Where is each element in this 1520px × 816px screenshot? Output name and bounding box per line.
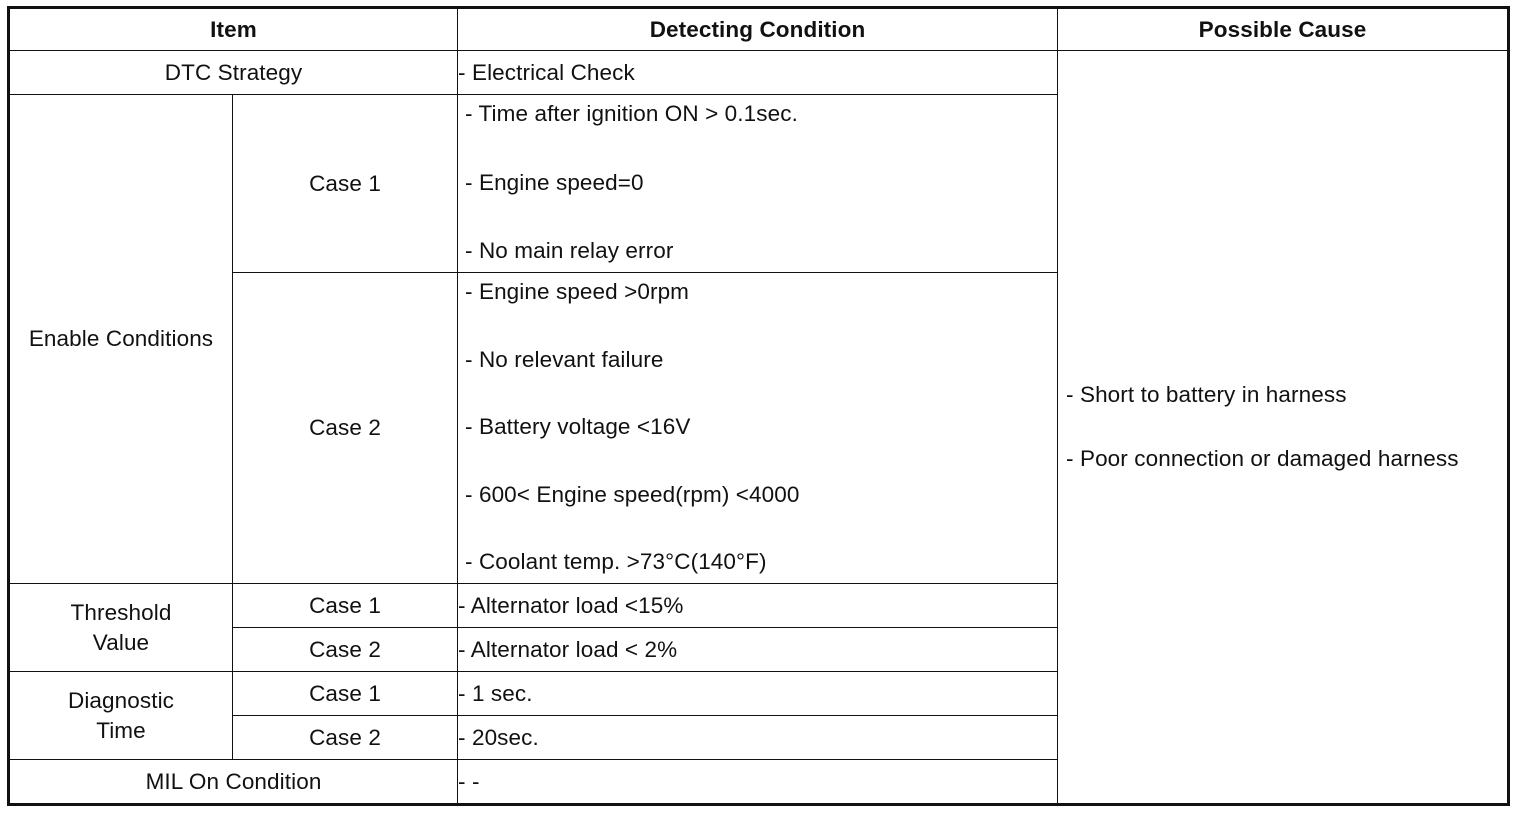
threshold-case2-label: Case 2 [233, 628, 458, 672]
diagnostic-label-line: Time [96, 717, 146, 743]
header-item: Item [9, 8, 458, 51]
threshold-case1-condition: - Alternator load <15% [458, 584, 1058, 628]
header-row [9, 8, 1509, 51]
dtc-strategy-label: DTC Strategy [9, 51, 458, 95]
possible-cause-cell [1058, 51, 1509, 805]
threshold-label-line: Value [92, 629, 150, 655]
possible-cause-list [1058, 382, 1507, 472]
condition-line: - Time after ignition ON > 0.1sec. [465, 101, 798, 126]
condition-line: - 600< Engine speed(rpm) <4000 [465, 481, 800, 507]
threshold-label-line: Threshold [70, 599, 172, 625]
enable-case1-conditions [458, 95, 1058, 273]
enable-case2-label: Case 2 [233, 273, 458, 584]
threshold-value-label [9, 584, 233, 672]
dtc-table [7, 6, 1510, 806]
diagnostic-time-label [9, 672, 233, 760]
possible-cause-item: - Short to battery in harness [1066, 382, 1347, 407]
condition-line: - No relevant failure [465, 346, 664, 372]
enable-conditions-label: Enable Conditions [9, 95, 233, 584]
condition-line: - Engine speed >0rpm [465, 279, 690, 304]
dtc-strategy-condition: - Electrical Check [458, 51, 1058, 95]
condition-line: - Coolant temp. >73°C(140°F) [465, 549, 767, 574]
header-detecting-condition: Detecting Condition [458, 8, 1058, 51]
condition-line: - Engine speed=0 [465, 169, 644, 195]
mil-on-condition: - - [458, 760, 1058, 805]
diagnostic-case2-condition: - 20sec. [458, 716, 1058, 760]
diagnostic-label-line: Diagnostic [67, 687, 175, 713]
condition-line: - No main relay error [465, 238, 674, 263]
diagnostic-case1-condition: - 1 sec. [458, 672, 1058, 716]
diagnostic-case2-label: Case 2 [233, 716, 458, 760]
mil-on-label: MIL On Condition [9, 760, 458, 805]
threshold-case2-condition: - Alternator load < 2% [458, 628, 1058, 672]
diagnostic-case1-label: Case 1 [233, 672, 458, 716]
dtc-strategy-row [9, 51, 1509, 95]
enable-case2-conditions [458, 273, 1058, 584]
possible-cause-item: - Poor connection or damaged harness [1066, 446, 1459, 471]
header-possible-cause: Possible Cause [1058, 8, 1509, 51]
enable-case1-label: Case 1 [233, 95, 458, 273]
condition-line: - Battery voltage <16V [465, 414, 691, 439]
threshold-case1-label: Case 1 [233, 584, 458, 628]
